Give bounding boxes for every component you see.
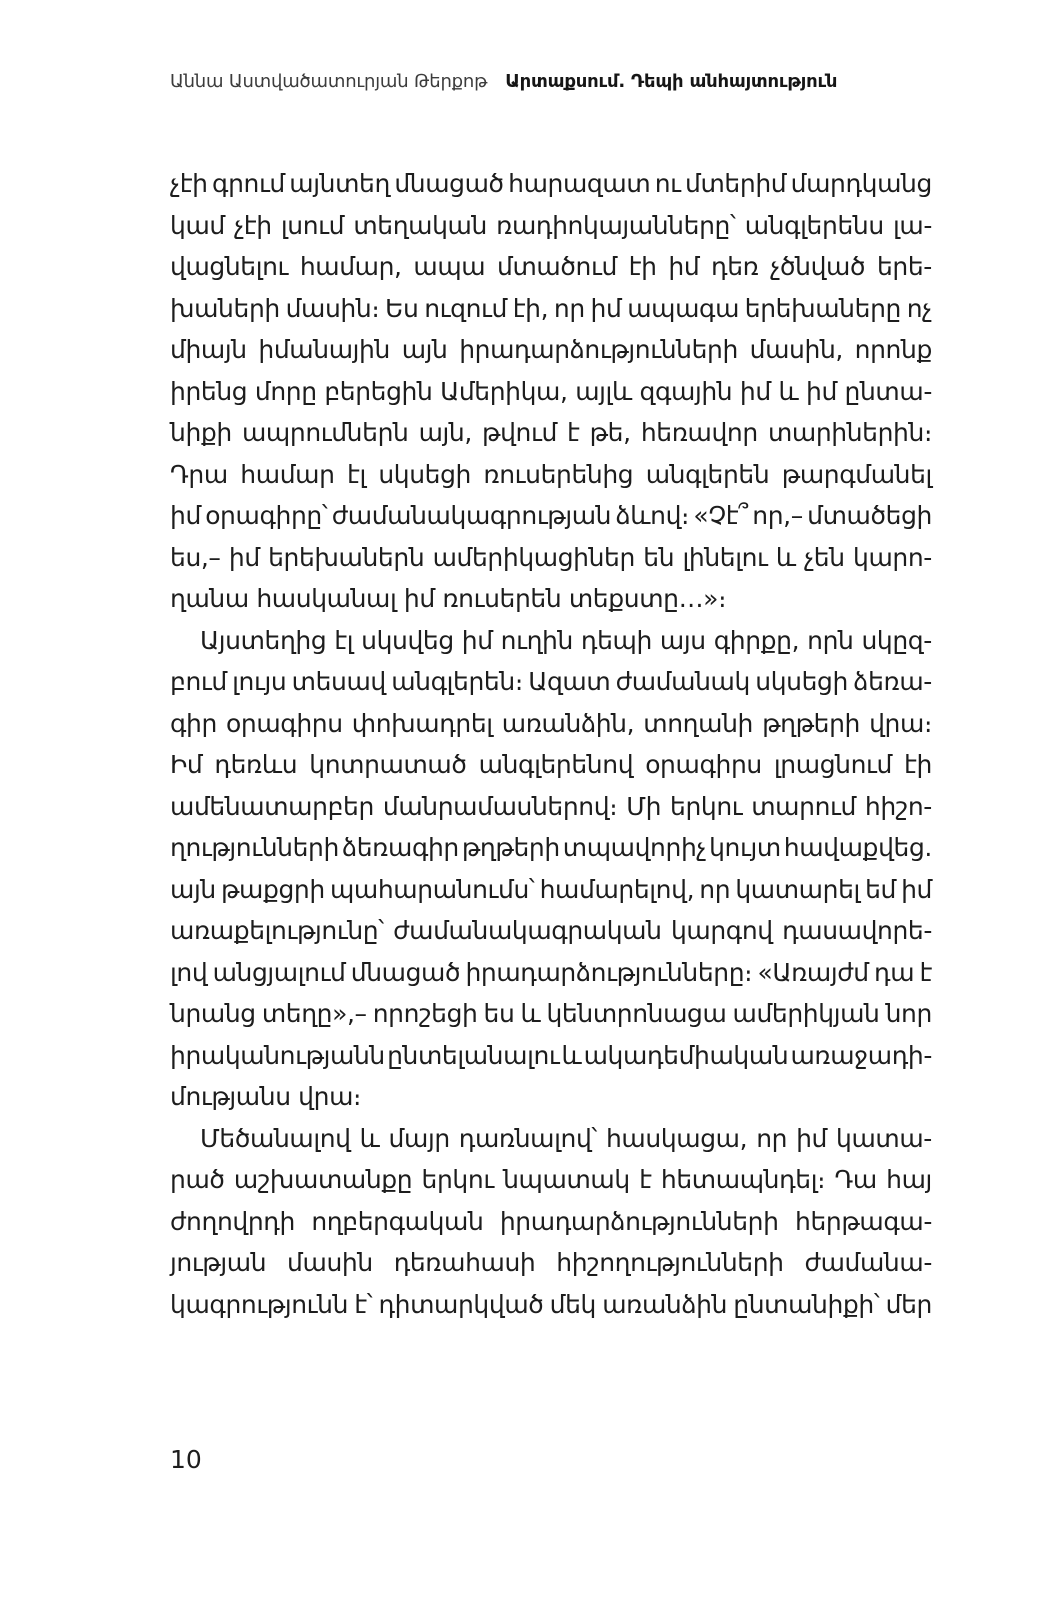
- word: տեղը»,–: [261, 999, 367, 1028]
- word: Դա: [834, 1165, 877, 1194]
- word: էլ: [347, 459, 366, 489]
- word: ապրումներն: [241, 418, 409, 447]
- word: մեր: [885, 1289, 932, 1319]
- word: հարազատ: [508, 169, 651, 198]
- text-line: [170, 454, 932, 496]
- text-line: [170, 620, 932, 662]
- word: մեկ: [549, 1289, 596, 1319]
- word: չծնված: [770, 252, 866, 281]
- word: ընտանիքի՝: [733, 1289, 880, 1319]
- word: Ազատ: [528, 667, 611, 696]
- word: վրա։: [869, 708, 932, 738]
- text-line: [170, 703, 932, 745]
- word: երեխաներն: [268, 542, 425, 572]
- word: է: [567, 418, 580, 447]
- word: մտածում: [497, 252, 617, 281]
- word: Իմ: [170, 750, 203, 779]
- word: ռադիոկայանները՝: [496, 210, 736, 240]
- word: լսում: [280, 210, 345, 240]
- word: իրենց: [170, 376, 248, 406]
- word: կատարել: [735, 874, 860, 904]
- word: են: [643, 542, 675, 572]
- word: մասին։: [285, 293, 380, 323]
- word: իմ: [806, 376, 837, 406]
- word: երկու: [670, 791, 743, 821]
- word: օրագիրս: [645, 750, 762, 779]
- word: դեպի: [580, 625, 652, 655]
- word: «Առայժմ: [757, 957, 869, 987]
- word: նպատակ: [503, 1165, 630, 1194]
- running-header: [170, 70, 837, 94]
- word: էի,: [512, 293, 549, 323]
- text-line: [170, 288, 932, 330]
- word: անցյալում: [212, 957, 346, 987]
- text-line: [170, 329, 932, 371]
- word: համար,: [299, 252, 402, 281]
- word: թղթերի: [461, 833, 560, 862]
- word: ողբերգական: [311, 1206, 484, 1236]
- word: թղթերի: [762, 708, 860, 738]
- word: նոր: [885, 999, 932, 1028]
- word: լրացնում: [773, 750, 892, 779]
- word: երկու: [421, 1165, 494, 1194]
- word: առանձին: [602, 1289, 728, 1319]
- word: վացնելու: [170, 252, 289, 281]
- word: զգային: [639, 376, 733, 406]
- word: մտածեցի: [807, 501, 932, 530]
- word: մասին: [287, 1248, 373, 1277]
- word: որն: [807, 625, 854, 655]
- word: այն: [401, 335, 448, 364]
- word: առանձին,: [501, 708, 635, 738]
- word: կոտրատած: [309, 750, 467, 779]
- word: ապագա: [627, 293, 740, 323]
- word: անգլերեն: [645, 459, 770, 489]
- word: իմ: [901, 874, 932, 904]
- word: լինելու: [682, 542, 768, 572]
- word: նիքի: [170, 418, 232, 447]
- word: ամերիկյան: [732, 999, 880, 1028]
- word: մայր: [388, 1123, 450, 1153]
- word: է: [639, 1165, 652, 1194]
- word: դա: [874, 957, 915, 987]
- word: «Չէ՞: [693, 501, 748, 530]
- word: գիրքը,: [713, 625, 800, 655]
- word: դիտարկված: [378, 1289, 544, 1319]
- word: խաների: [170, 293, 280, 323]
- text-line: [170, 205, 932, 247]
- word: լույս: [232, 667, 287, 696]
- word: որ: [699, 874, 731, 904]
- word: ուղին: [500, 625, 573, 655]
- word: ձեռա-: [853, 667, 932, 696]
- word: դասավորե-: [782, 916, 932, 945]
- text-line: [170, 1201, 932, 1243]
- text-line: [170, 163, 932, 205]
- word: չէի: [170, 169, 208, 198]
- word: կագրությունն: [170, 1289, 349, 1319]
- word: դեռևս: [214, 750, 298, 779]
- word: կարո-: [853, 542, 932, 572]
- word: որ: [553, 293, 585, 323]
- text-line: [170, 1242, 932, 1284]
- word: իրադարձությունների: [459, 335, 738, 364]
- word: ժողովրդի: [170, 1206, 295, 1236]
- word: ընտա-: [844, 376, 932, 406]
- word: իրադարձությունների: [499, 1206, 779, 1236]
- word: իմ: [668, 252, 700, 281]
- text-line: [170, 910, 932, 952]
- word: ուզում: [424, 293, 507, 323]
- word: րած: [170, 1165, 225, 1194]
- word: չէի: [234, 210, 272, 240]
- text-line: [170, 1284, 932, 1326]
- word: իմ: [590, 293, 622, 323]
- word: ժամանակ: [615, 667, 750, 696]
- word: օրագիրս: [226, 708, 343, 738]
- text-line: մությանս վրա։: [170, 1082, 362, 1111]
- word: պահարանումս՝: [329, 874, 535, 904]
- word: իմ: [796, 1123, 827, 1153]
- word: որ: [756, 1123, 788, 1153]
- word: ապա: [413, 252, 486, 281]
- word: տպավորիչ: [562, 833, 707, 862]
- text-line: [170, 1159, 932, 1201]
- word: գիր: [170, 708, 217, 738]
- text-line: [170, 952, 932, 994]
- text-line: ղանա հասկանալ իմ ռուսերեն տեքստը…»։: [170, 584, 727, 613]
- word: դեռահասի: [393, 1248, 536, 1277]
- word: մարդկանց: [790, 169, 932, 198]
- word: եմ: [865, 874, 896, 904]
- text-line: [170, 412, 932, 454]
- word: իրականությանն: [170, 1040, 385, 1070]
- text-line: [170, 661, 932, 703]
- word: թաքցրի: [220, 874, 325, 904]
- word: և: [520, 999, 541, 1028]
- text-line: [170, 246, 932, 288]
- word: կույտ: [709, 833, 781, 862]
- word: տողանի: [643, 708, 753, 738]
- word: Մեծանալով: [200, 1123, 351, 1153]
- word: ես: [483, 999, 515, 1028]
- word: ժամանակագրության: [331, 501, 612, 530]
- word: բում: [170, 667, 227, 696]
- word: մտերիմ: [685, 169, 787, 198]
- text-line: [170, 1118, 932, 1160]
- word: յության: [170, 1248, 267, 1277]
- word: ընտելանալու: [387, 1040, 560, 1070]
- word: մնացած: [394, 169, 504, 198]
- word: երեխաները: [744, 293, 901, 323]
- word: երե-: [876, 252, 932, 281]
- body-text: [170, 163, 932, 1325]
- text-line: [170, 827, 932, 869]
- word: օրագիրը՝: [205, 501, 328, 530]
- word: այն: [170, 874, 216, 904]
- word: և: [359, 1123, 380, 1153]
- word: դառնալով՝: [458, 1123, 597, 1153]
- word: ամերիկացիներ: [432, 542, 635, 572]
- word: և: [778, 376, 799, 406]
- word: անգլերեն։: [391, 667, 523, 696]
- word: առաքելությունը՝: [170, 916, 384, 945]
- word: իմ: [739, 376, 771, 406]
- word: չեն: [804, 542, 845, 572]
- header-book-title: Արտաքսում. Դեպի անհայտություն: [505, 71, 838, 92]
- word: տեսավ: [291, 667, 386, 696]
- word: նրանց: [170, 999, 256, 1028]
- text-line: [170, 537, 932, 579]
- header-author: Աննա Աստվածատուրյան Թերքոթ: [170, 71, 488, 92]
- word: սկըզ-: [861, 625, 932, 655]
- word: այնտեղ: [289, 169, 390, 198]
- word: հավաքվեց.: [783, 833, 932, 862]
- word: ղությունների: [170, 833, 339, 862]
- word: այս: [659, 625, 706, 655]
- word: անգլերենս: [744, 210, 884, 240]
- text-line: [170, 744, 932, 786]
- word: ձևով։: [615, 501, 690, 530]
- text-line: [170, 495, 932, 537]
- word: կարգով: [670, 916, 773, 945]
- word: Դրա: [170, 459, 228, 489]
- word: հիշողությունների: [556, 1248, 784, 1277]
- word: է՝: [354, 1289, 373, 1319]
- word: մորը: [254, 376, 317, 406]
- word: կատա-: [836, 1123, 932, 1153]
- word: հիշո-: [864, 791, 932, 821]
- word: որոշեցի: [372, 999, 478, 1028]
- word: ժամանա-: [804, 1248, 932, 1277]
- word: իրադարձությունները։: [465, 957, 753, 987]
- word: հերթագա-: [795, 1206, 932, 1236]
- word: հայ: [886, 1165, 932, 1194]
- word: թվում: [482, 418, 557, 447]
- word: և: [775, 542, 796, 572]
- word: միայն: [170, 335, 247, 364]
- word: իմ: [461, 625, 493, 655]
- word: այլև: [575, 376, 632, 406]
- word: իմ: [228, 542, 260, 572]
- word: սկսեցի: [755, 667, 848, 696]
- page-number: 10: [170, 1445, 202, 1474]
- word: փոխադրել: [351, 708, 493, 738]
- word: սկսեցի: [378, 459, 471, 489]
- word: որոնք: [854, 335, 932, 364]
- text-line: [170, 371, 932, 413]
- word: անգլերենով: [478, 750, 634, 779]
- word: աշխատանքը: [233, 1165, 413, 1194]
- word: ռուսերենից: [483, 459, 634, 489]
- word: հեռավոր: [640, 418, 758, 447]
- word: ու: [654, 169, 681, 198]
- word: էի: [628, 252, 657, 281]
- word: ձեռագիր: [341, 833, 459, 862]
- word: ամենատարբեր: [170, 791, 374, 821]
- word: ոչ: [906, 293, 932, 323]
- text-line: [170, 1035, 932, 1077]
- word: ժամանակագրական: [393, 916, 662, 945]
- word: գրում: [212, 169, 285, 198]
- word: որ,–: [752, 501, 803, 530]
- text-line: [170, 993, 932, 1035]
- text-line: [170, 786, 932, 828]
- word: լով: [170, 957, 208, 987]
- word: հետապնդել։: [660, 1165, 826, 1194]
- word: իմանային: [258, 335, 390, 364]
- word: լա-: [893, 210, 932, 240]
- word: իմ: [170, 501, 201, 530]
- word: տարիներին։: [767, 418, 932, 447]
- word: Ես: [385, 293, 419, 323]
- word: էի: [904, 750, 932, 779]
- word: է: [919, 957, 932, 987]
- word: սկսվեց: [361, 625, 454, 655]
- word: և: [561, 1040, 582, 1070]
- word: բերեցին: [324, 376, 433, 406]
- word: առաջադի-: [790, 1040, 932, 1070]
- word: տարում: [751, 791, 856, 821]
- word: այն,: [418, 418, 472, 447]
- word: համար: [240, 459, 335, 489]
- word: թարգմանել: [781, 459, 932, 489]
- word: Մի: [626, 791, 662, 821]
- word: ակադեմիական: [583, 1040, 789, 1070]
- word: մնացած: [350, 957, 461, 987]
- word: կենտրոնացա: [546, 999, 727, 1028]
- word: հասկացա,: [605, 1123, 748, 1153]
- word: Ամերիկա,: [440, 376, 568, 406]
- word: էլ: [334, 625, 354, 655]
- text-line: [170, 869, 932, 911]
- word: համարելով,: [539, 874, 695, 904]
- word: Այստեղից: [200, 625, 327, 655]
- word: տեղական: [353, 210, 487, 240]
- word: մանրամասներով։: [382, 791, 618, 821]
- word: մասին,: [749, 335, 843, 364]
- word: կամ: [170, 210, 225, 240]
- word: դեռ: [711, 252, 759, 281]
- word: ես,–: [170, 542, 221, 572]
- word: թե,: [589, 418, 631, 447]
